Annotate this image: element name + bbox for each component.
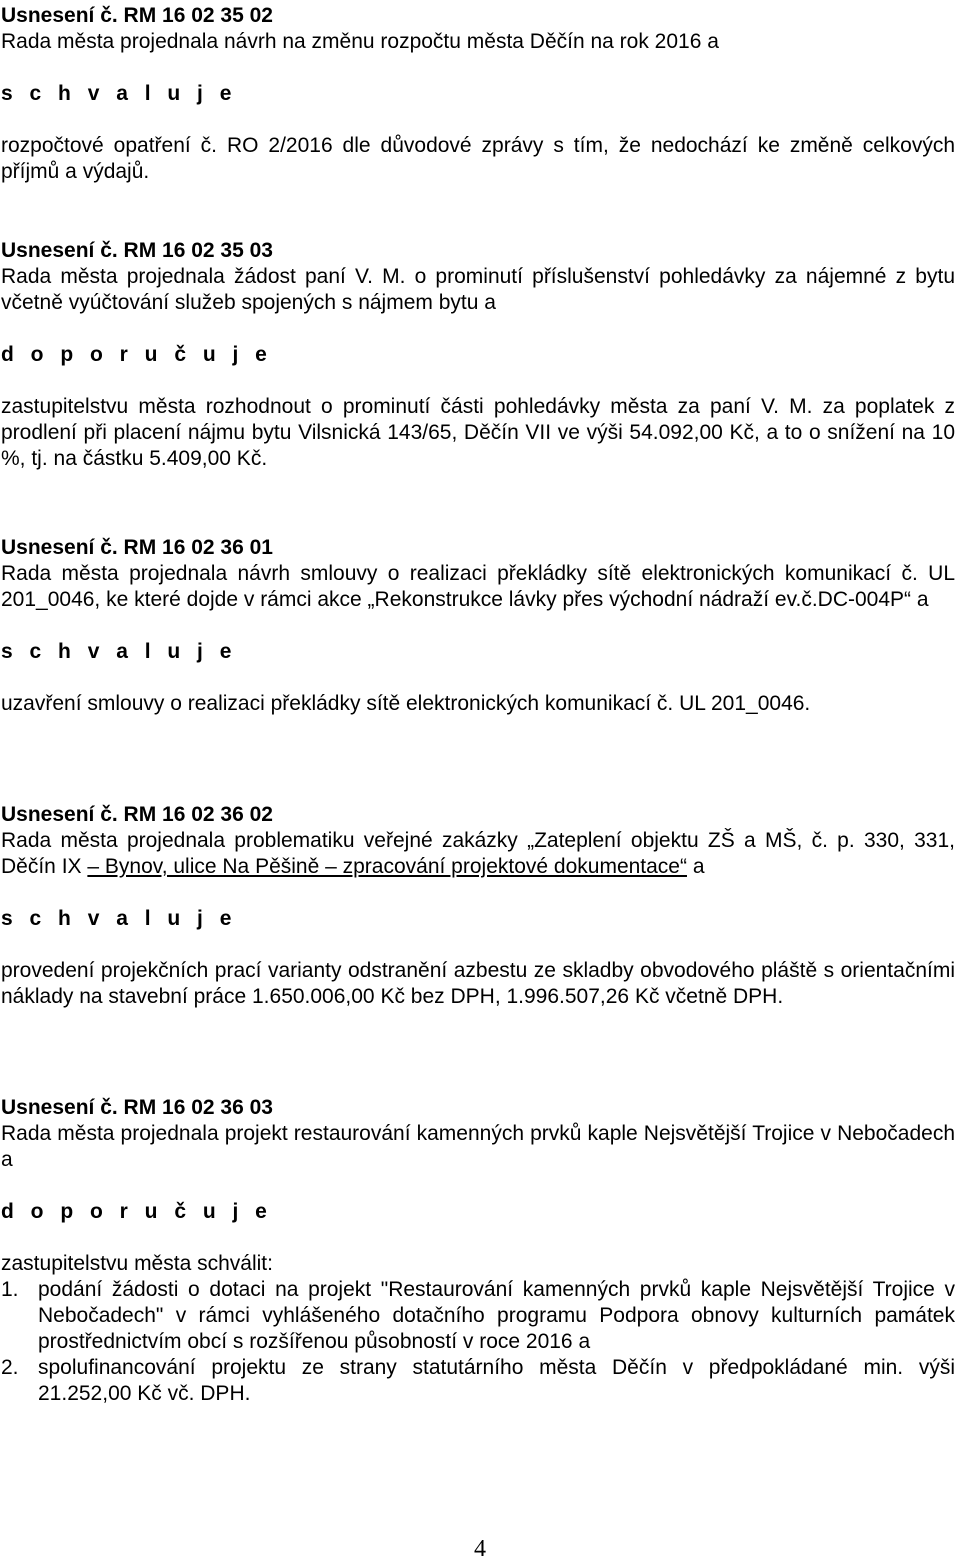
resolution-36-03 [1,1095,955,1407]
resolution-verb: d o p o r u č u j e [1,343,272,366]
resolution-36-01 [1,535,955,717]
resolution-heading: Usnesení č. RM 16 02 36 02 [1,803,273,826]
resolution-verb: d o p o r u č u j e [1,1200,272,1223]
intro-underlined-text: – Bynov, ulice Na Pěšině – zpracování projektové dokumentace“ [87,855,687,878]
numbered-list [1,1277,955,1407]
list-item-text: spolufinancování projektu ze strany statutárního města Děčín v předpokládané min. výši 21.252,00 Kč vč. DPH. [38,1356,955,1405]
intro-text: Rada města projednala problematiku veřejné zakázky „Zateplení objektu ZŠ a MŠ, č. p. 330, 331, Děčín IX [1,829,955,878]
resolution-35-02 [1,3,955,185]
resolution-verb: s c h v a l u j e [1,907,237,930]
resolution-heading: Usnesení č. RM 16 02 35 02 [1,4,273,27]
intro-tail: a [686,855,705,878]
resolution-35-03 [1,238,955,472]
resolution-intro: Rada města projednala návrh na změnu rozpočtu města Děčín na rok 2016 a [1,30,719,53]
list-item [1,1277,955,1355]
resolution-body: rozpočtové opatření č. RO 2/2016 dle důvodové zprávy s tím, že nedochází ke změně celkových příjmů a výdajů. [1,134,955,183]
resolution-body: provedení projekčních prací varianty odstranění azbestu ze skladby obvodového pláště s orientačními náklady na stavební práce 1.650.006,00 Kč bez DPH, 1.996.507,26 Kč včetně DPH. [1,959,955,1008]
resolution-verb: s c h v a l u j e [1,640,237,663]
resolution-verb: s c h v a l u j e [1,82,237,105]
list-item [1,1355,955,1407]
page-number: 4 [474,1536,486,1562]
resolution-heading: Usnesení č. RM 16 02 35 03 [1,239,273,262]
resolution-intro: Rada města projednala žádost paní V. M. o prominutí příslušenství pohledávky za nájemné z bytu včetně vyúčtování služeb spojených s nájmem bytu a [1,265,955,314]
resolution-body: zastupitelstvu města rozhodnout o prominutí části pohledávky města za paní V. M. za poplatek z prodlení při placení nájmu bytu Vilsnická 143/65, Děčín VII ve výši 54.092,00 Kč, a to o snížení na 10 %, tj. na částku 5.409,00 Kč. [1,395,955,470]
resolution-heading: Usnesení č. RM 16 02 36 03 [1,1096,273,1119]
resolution-intro [1,828,955,880]
resolution-intro: Rada města projednala návrh smlouvy o realizaci překládky sítě elektronických komunikací č. UL 201_0046, ke které dojde v rámci akce „Rekonstrukce lávky přes východní nádraží ev.č.DC-004P“ a [1,562,955,611]
list-item-number: 1. [1,1278,19,1301]
resolution-heading: Usnesení č. RM 16 02 36 01 [1,536,273,559]
list-item-text: podání žádosti o dotaci na projekt "Restaurování kamenných prvků kaple Nejsvětější Trojice v Nebočadech" v rámci vyhlášeného dotačního programu Podpora obnovy kulturních památek prostřednictvím obcí s rozšířenou působností v roce 2016 a [38,1278,955,1353]
list-item-number: 2. [1,1356,19,1379]
resolution-intro: Rada města projednala projekt restaurování kamenných prvků kaple Nejsvětější Trojice v Nebočadech a [1,1122,955,1171]
resolution-lead: zastupitelstvu města schválit: [1,1252,273,1275]
resolution-body: uzavření smlouvy o realizaci překládky sítě elektronických komunikací č. UL 201_0046. [1,692,811,715]
resolution-36-02 [1,802,955,1010]
